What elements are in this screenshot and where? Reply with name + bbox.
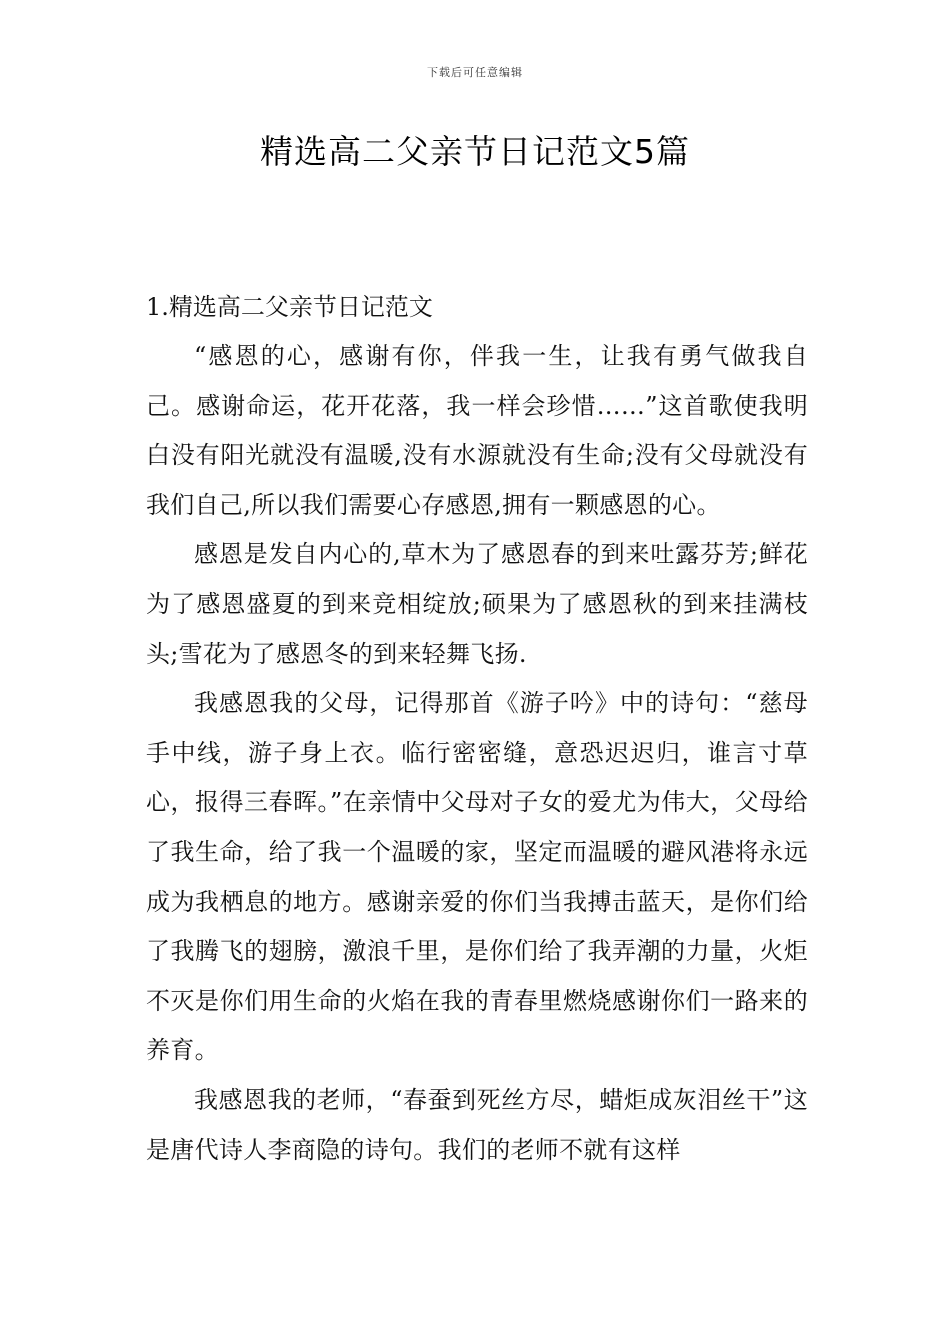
paragraph-1: “感恩的心，感谢有你，伴我一生，让我有勇气做我自己。感谢命运，花开花落，我一样会珍惜……”这首歌使我明白没有阳光就没有温暖,没有水源就没有生命;没有父母就没有我们自己,所以我们需要心存感恩,拥有一颗感恩的心。 — [146, 342, 808, 519]
paragraph-4: 我感恩我的老师，“春蚕到死丝方尽，蜡炬成灰泪丝干”这是唐代诗人李商隐的诗句。我们的老师不就有这样 — [146, 1085, 808, 1164]
document-title: 精选高二父亲节日记范文5篇 — [260, 132, 690, 171]
header-note: 下载后可任意编辑 — [427, 66, 523, 79]
section-heading: 1.精选高二父亲节日记范文 — [146, 293, 433, 321]
paragraph-2: 感恩是发自内心的,草木为了感恩春的到来吐露芬芳;鲜花为了感恩盛夏的到来竞相绽放;硕果为了感恩秋的到来挂满枝头;雪花为了感恩冬的到来轻舞飞扬. — [146, 540, 808, 668]
paragraph-3: 我感恩我的父母，记得那首《游子吟》中的诗句：“慈母手中线，游子身上衣。临行密密缝，意恐迟迟归，谁言寸草心，报得三春晖。”在亲情中父母对子女的爱尤为伟大，父母给了我生命，给了我一个温暖的家，坚定而温暖的避风港将永远成为我栖息的地方。感谢亲爱的你们当我搏击蓝天，是你们给了我腾飞的翅膀，激浪千里，是你们给了我弄潮的力量，火炬不灭是你们用生命的火焰在我的青春里燃烧感谢你们一路来的养育。 — [146, 689, 808, 1065]
document-body — [146, 282, 808, 1175]
